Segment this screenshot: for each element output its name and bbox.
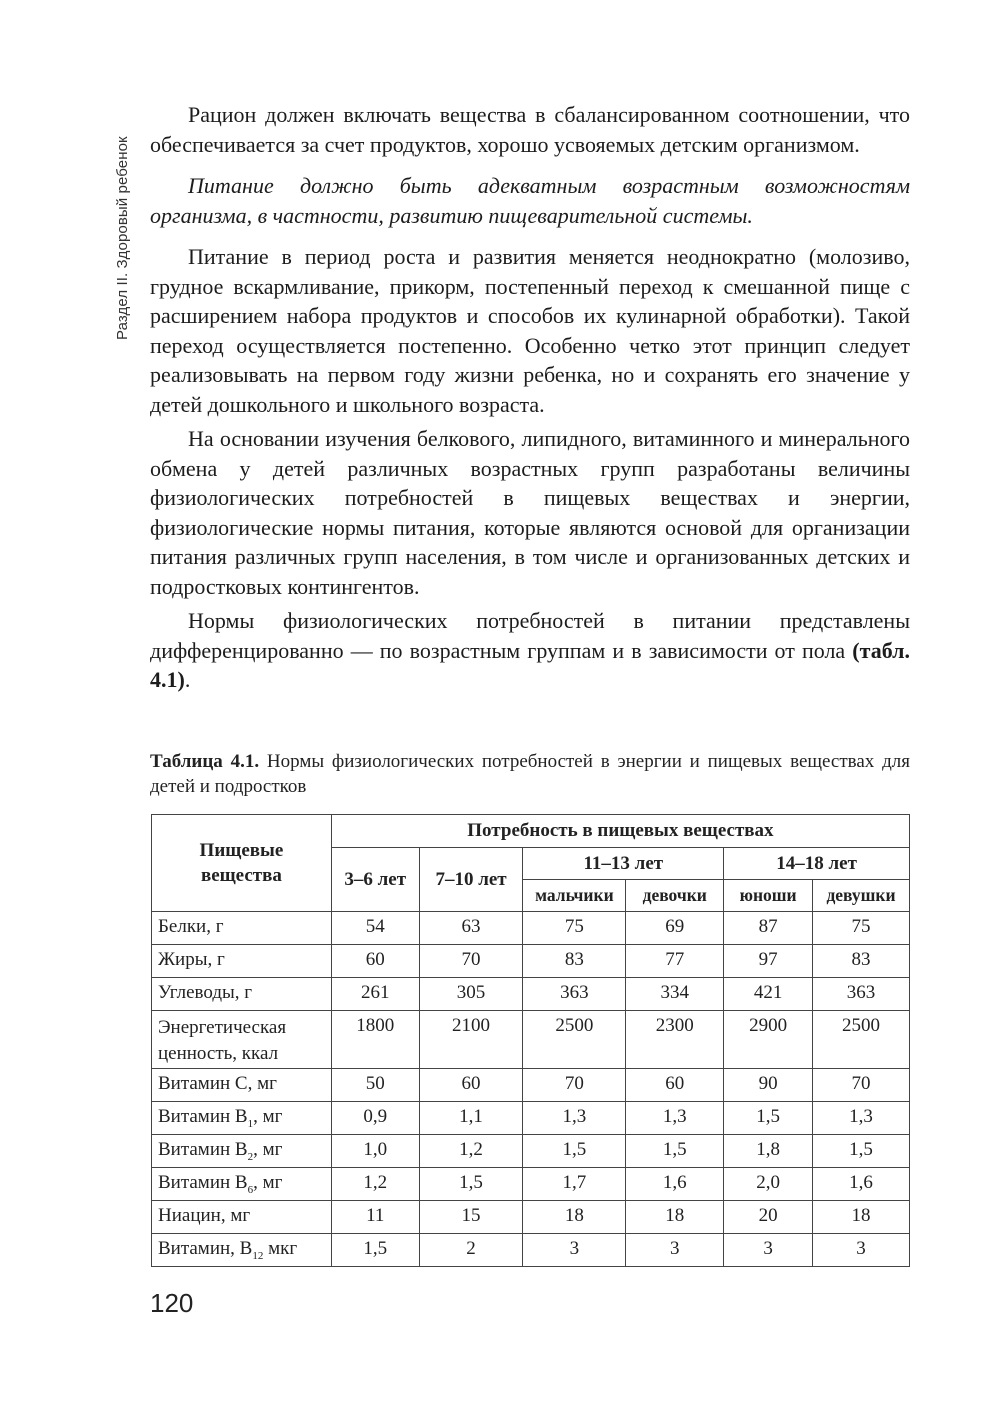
- cell: 87: [724, 912, 813, 945]
- cell: 2500: [523, 1011, 626, 1069]
- cell: 11: [331, 1201, 419, 1234]
- cell: 18: [523, 1201, 626, 1234]
- row-label-main: Витамин В: [158, 1106, 248, 1127]
- row-label-main: Витамин, В: [158, 1238, 253, 1259]
- table-caption: [150, 749, 910, 799]
- cell: 97: [724, 945, 813, 978]
- cell: 1,7: [523, 1168, 626, 1201]
- cell: 2,0: [724, 1168, 813, 1201]
- paragraph-1: Рацион должен включать вещества в сбалансированном соотношении, что обеспечивается за счет продуктов, хорошо усвояемых детским организмом.: [150, 102, 910, 157]
- cell: 1,0: [331, 1135, 419, 1168]
- row-label-unit: , мг: [253, 1139, 283, 1160]
- running-header: Раздел II. Здоровый ребенок: [114, 136, 131, 340]
- cell: 1,5: [523, 1135, 626, 1168]
- cell: 1,5: [331, 1234, 419, 1267]
- cell: 2300: [626, 1011, 724, 1069]
- cell: 2: [419, 1234, 523, 1267]
- header-age-14-18: 14–18 лет: [724, 848, 910, 880]
- row-label: [152, 1234, 332, 1267]
- cell: 75: [813, 912, 910, 945]
- table-row: [152, 1168, 910, 1201]
- table-reference: (табл. 4.1): [150, 637, 910, 692]
- cell: 261: [331, 978, 419, 1011]
- row-label: Углеводы, г: [152, 978, 332, 1011]
- cell: 1,5: [724, 1102, 813, 1135]
- row-label: Жиры, г: [152, 945, 332, 978]
- cell: 3: [724, 1234, 813, 1267]
- paragraph-2-italic: Питание должно быть адекватным возрастным возможностям организма, в частности, развитию пищеварительной системы.: [150, 173, 910, 228]
- nutrition-norms-table: [151, 814, 910, 1267]
- cell: 18: [626, 1201, 724, 1234]
- row-label: [152, 1168, 332, 1201]
- row-label-unit: , мг: [253, 1172, 283, 1193]
- row-label: [152, 1135, 332, 1168]
- cell: 20: [724, 1201, 813, 1234]
- row-label-subscript: 6: [247, 1183, 254, 1196]
- table-row: [152, 1201, 910, 1234]
- cell: 2100: [419, 1011, 523, 1069]
- cell: 75: [523, 912, 626, 945]
- paragraph-5-end: .: [184, 667, 191, 692]
- table-row: [152, 978, 910, 1011]
- row-label-main: Витамин В: [158, 1172, 248, 1193]
- header-nutrient: Пищевые вещества: [152, 815, 332, 912]
- cell: 1,6: [813, 1168, 910, 1201]
- header-girls: девочки: [626, 880, 724, 912]
- header-young-women: девушки: [813, 880, 910, 912]
- cell: 15: [419, 1201, 523, 1234]
- row-label-subscript: 12: [252, 1249, 264, 1262]
- paragraph-5-text: Нормы физиологических потребностей в питании представлены дифференцированно — по возрастным группам и в зависимости от пола: [150, 608, 910, 663]
- cell: 83: [813, 945, 910, 978]
- cell: 3: [523, 1234, 626, 1267]
- paragraph-3: Питание в период роста и развития меняется неоднократно (молозиво, грудное вскармливание, прикорм, постепенный переход к смешанной пище с расширением набора продуктов и способов их кулинарной обработки). Такой переход осуществляется постепенно. Особенно четко этот принцип следует реализовывать на первом году жизни ребенка, но и сохранять его значение у детей дошкольного и школьного возраста.: [150, 244, 910, 417]
- cell: 70: [419, 945, 523, 978]
- cell: 421: [724, 978, 813, 1011]
- cell: 1,5: [626, 1135, 724, 1168]
- cell: 1,2: [419, 1135, 523, 1168]
- cell: 54: [331, 912, 419, 945]
- paragraph-5: [150, 606, 910, 695]
- table-row: [152, 1069, 910, 1102]
- cell: 1,5: [813, 1135, 910, 1168]
- header-age-7-10: 7–10 лет: [419, 848, 523, 912]
- cell: 2900: [724, 1011, 813, 1069]
- cell: 77: [626, 945, 724, 978]
- cell: 363: [523, 978, 626, 1011]
- cell: 60: [331, 945, 419, 978]
- cell: 69: [626, 912, 724, 945]
- table-row: [152, 1011, 910, 1069]
- cell: 18: [813, 1201, 910, 1234]
- cell: 3: [813, 1234, 910, 1267]
- table-row: [152, 1102, 910, 1135]
- cell: 1,2: [331, 1168, 419, 1201]
- cell: 1800: [331, 1011, 419, 1069]
- header-age-11-13: 11–13 лет: [523, 848, 724, 880]
- cell: 90: [724, 1069, 813, 1102]
- cell: 70: [523, 1069, 626, 1102]
- table-row: [152, 1234, 910, 1267]
- table-caption-label: Таблица 4.1.: [150, 751, 260, 772]
- paragraph-4: На основании изучения белкового, липидного, витаминного и минерального обмена у детей различных возрастных групп разработаны величины физиологических потребностей в пищевых веществах и энергии, физиологические нормы питания, которые являются основой для организации питания различных групп населения, в том числе и организованных детских и подростковых контингентов.: [150, 426, 910, 599]
- cell: 70: [813, 1069, 910, 1102]
- table-caption-text: Нормы физиологических потребностей в энергии и пищевых веществах для детей и подростков: [150, 751, 910, 797]
- cell: 1,3: [813, 1102, 910, 1135]
- cell: 1,3: [626, 1102, 724, 1135]
- cell: 3: [626, 1234, 724, 1267]
- page-number: 120: [150, 1288, 194, 1318]
- cell: 1,5: [419, 1168, 523, 1201]
- header-youths: юноши: [724, 880, 813, 912]
- cell: 63: [419, 912, 523, 945]
- row-label: Ниацин, мг: [152, 1201, 332, 1234]
- row-label-subscript: 1: [247, 1117, 254, 1130]
- row-label-unit: мкг: [263, 1238, 298, 1259]
- cell: 0,9: [331, 1102, 419, 1135]
- row-label: Витамин С, мг: [152, 1069, 332, 1102]
- cell: 305: [419, 978, 523, 1011]
- cell: 1,1: [419, 1102, 523, 1135]
- cell: 60: [626, 1069, 724, 1102]
- cell: 60: [419, 1069, 523, 1102]
- table-row: [152, 912, 910, 945]
- header-requirement: Потребность в пищевых веществах: [331, 815, 909, 848]
- cell: 334: [626, 978, 724, 1011]
- row-label-unit: , мг: [253, 1106, 283, 1127]
- cell: 1,6: [626, 1168, 724, 1201]
- cell: 363: [813, 978, 910, 1011]
- cell: 2500: [813, 1011, 910, 1069]
- cell: 1,3: [523, 1102, 626, 1135]
- row-label-main: Витамин В: [158, 1139, 248, 1160]
- header-boys: мальчики: [523, 880, 626, 912]
- row-label: Энергетическая ценность, ккал: [152, 1011, 332, 1069]
- table-row: [152, 945, 910, 978]
- body-text: [150, 100, 910, 695]
- cell: 50: [331, 1069, 419, 1102]
- row-label-subscript: 2: [247, 1150, 254, 1163]
- header-age-3-6: 3–6 лет: [331, 848, 419, 912]
- row-label: Белки, г: [152, 912, 332, 945]
- cell: 83: [523, 945, 626, 978]
- row-label: [152, 1102, 332, 1135]
- cell: 1,8: [724, 1135, 813, 1168]
- table-row: [152, 1135, 910, 1168]
